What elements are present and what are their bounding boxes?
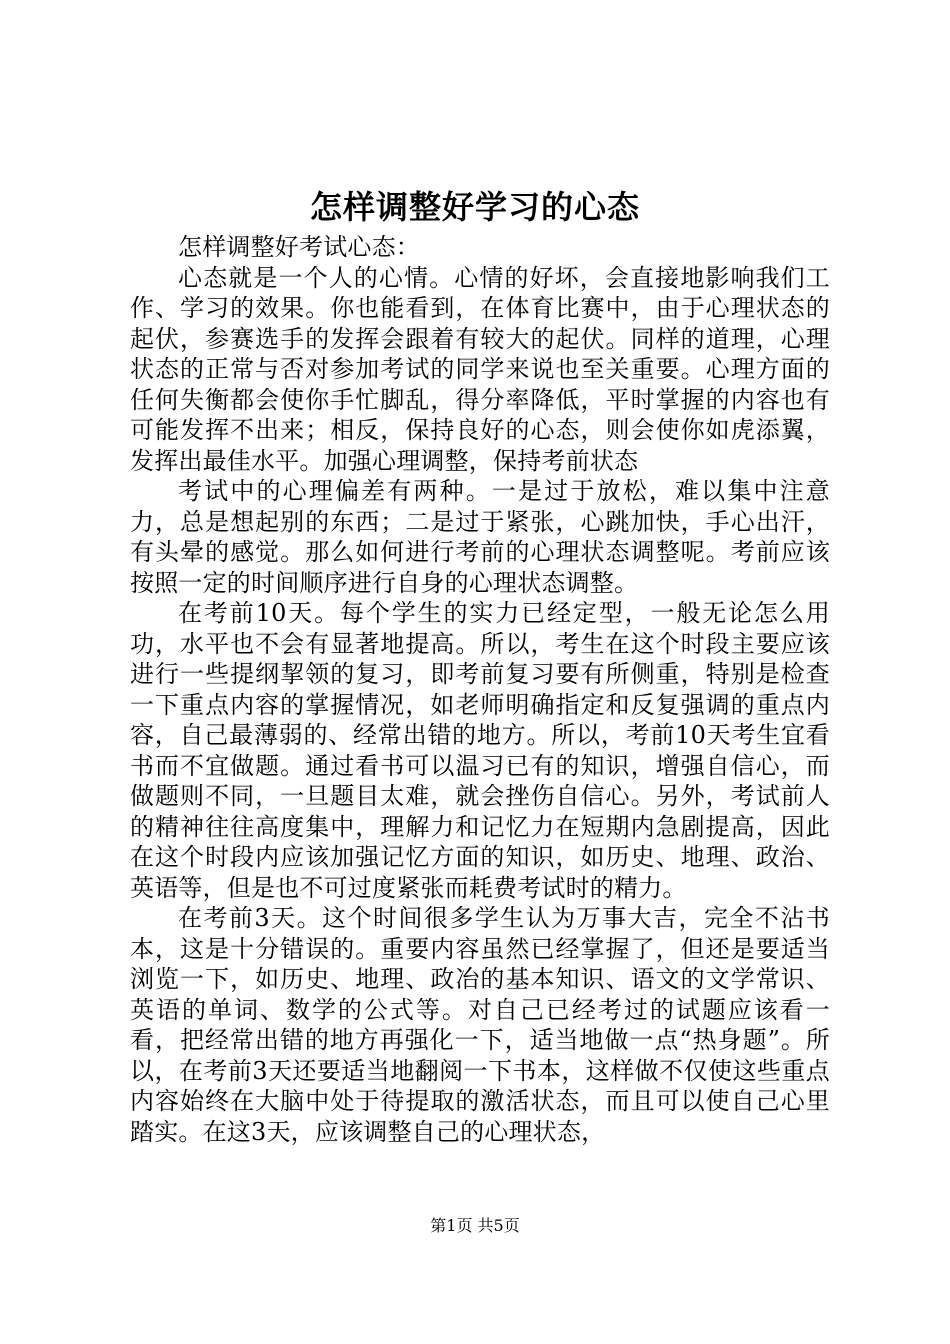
document-title: 怎样调整好学习的心态: [309, 188, 640, 226]
paragraph-ten-days: 在考前10天。每个学生的实力已经定型，一般无论怎么用功，水平也不会有显著地提高。所以，考生在这个时段主要应该进行一些提纲挈领的复习，即考前复习要有所侧重，特别是检查一下重点内容的掌握情况，如老师明确指定和反复强调的重点内容，自己最薄弱的、经常出错的地方。所以，考前10天考生宜看书而不宜做题。通过看书可以温习已有的知识，增强自信心，而做题则不同，一旦题目太难，就会挫伤自信心。另外，考试前人的精神往往高度集中，理解力和记忆力在短期内急剧提高，因此在这个时段内应该加强记忆方面的知识，如历史、地理、政治、英语等，但是也不可过度紧张而耗费考试时的精力。: [130, 599, 830, 902]
document-body: [130, 232, 830, 1147]
paragraph-psych-deviation: 考试中的心理偏差有两种。一是过于放松，难以集中注意力，总是想起别的东西；二是过于紧张，心跳加快，手心出汗，有头晕的感觉。那么如何进行考前的心理状态调整呢。考前应该按照一定的时间顺序进行自身的心理状态调整。: [130, 477, 830, 597]
paragraph-mindset: 心态就是一个人的心情。心情的好坏，会直接地影响我们工作、学习的效果。你也能看到，在体育比赛中，由于心理状态的起伏，参赛选手的发挥会跟着有较大的起伏。同样的道理，心理状态的正常与否对参加考试的同学来说也至关重要。心理方面的任何失衡都会使你手忙脚乱，得分率降低，平时掌握的内容也有可能发挥不出来；相反，保持良好的心态，则会使你如虎添翼，发挥出最佳水平。加强心理调整，保持考前状态: [130, 263, 830, 475]
page-footer: 第1页 共5页: [430, 1216, 520, 1235]
paragraph-three-days: 在考前3天。这个时间很多学生认为万事大吉，完全不沾书本，这是十分错误的。重要内容虽然已经掌握了，但还是要适当浏览一下，如历史、地理、政冶的基本知识、语文的文学常识、英语的单词、数学的公式等。对自己已经考过的试题应该看一看，把经常出错的地方再强化一下，适当地做一点“热身题”。所以，在考前3天还要适当地翻阅一下书本，这样做不仅使这些重点内容始终在大脑中处于待提取的激活状态，而且可以使自己心里踏实。在这3天，应该调整自己的心理状态，: [130, 904, 830, 1146]
paragraph-intro: 怎样调整好考试心态：: [178, 233, 420, 261]
